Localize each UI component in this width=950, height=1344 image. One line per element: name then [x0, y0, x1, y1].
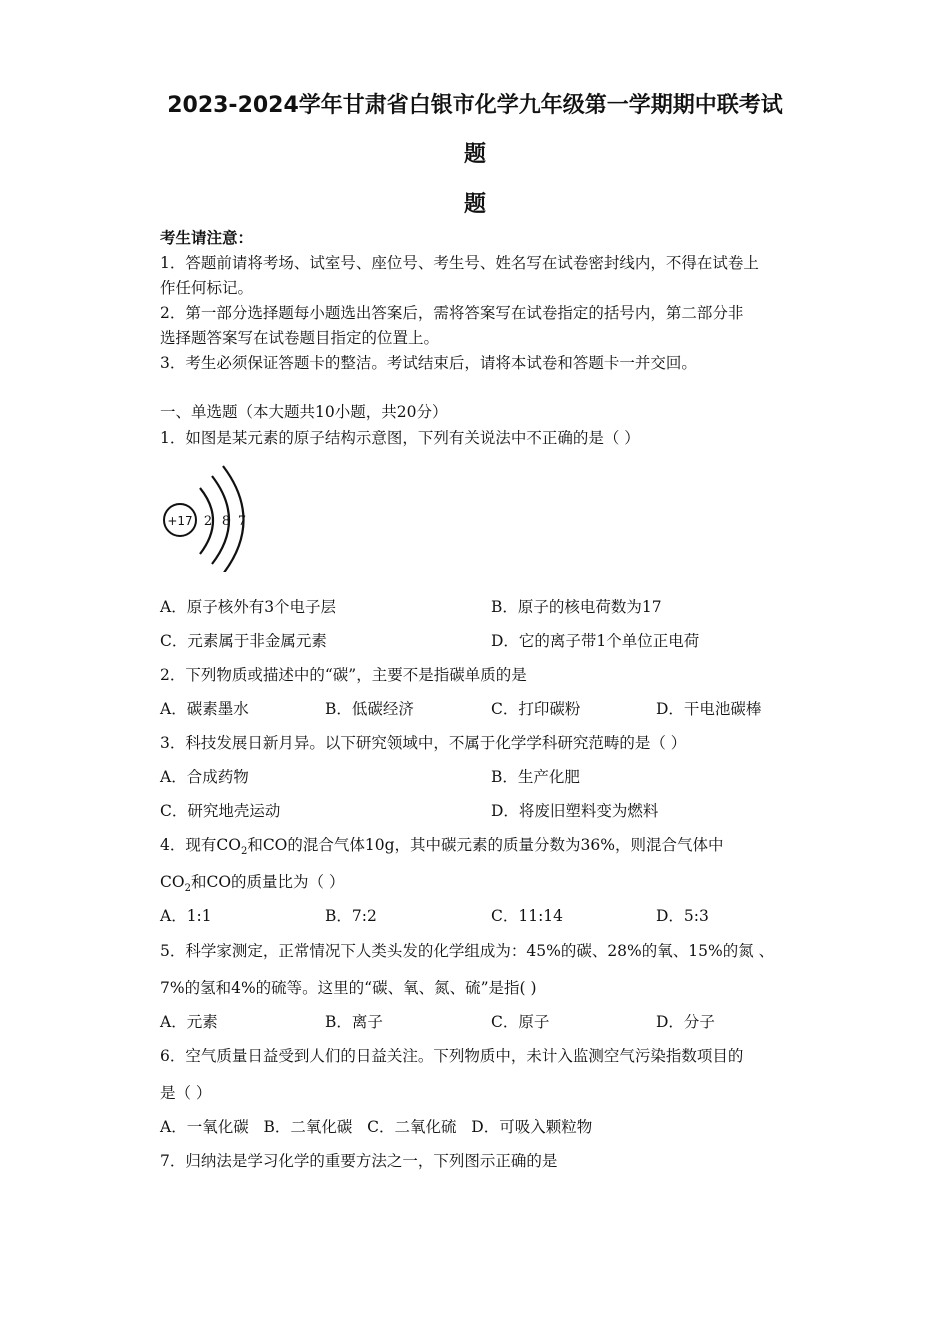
q2-option-b: B．低碳经济	[325, 700, 414, 718]
notice-heading: 考生请注意：	[160, 228, 254, 247]
q5-option-a: A．元素	[160, 1013, 218, 1031]
shell-1-electrons: 2	[203, 514, 213, 529]
notice-item-2b: 选择题答案写在试卷题目指定的位置上。	[160, 329, 440, 347]
nucleus-charge-label: +17	[167, 514, 193, 528]
q3-stem: 3．科技发展日新月异。以下研究领域中，不属于化学学科研究范畴的是（ ）	[160, 734, 687, 752]
q2-stem: 2．下列物质或描述中的“碳”，主要不是指碳单质的是	[160, 666, 527, 684]
q4-stem-line-2	[160, 870, 344, 894]
exam-title-line-1: 2023-2024学年甘肃省白银市化学九年级第一学期期中联考试	[167, 93, 783, 118]
q4-stem-text-1: 4．现有CO	[160, 836, 241, 854]
q4-stem-line-1	[160, 833, 723, 857]
q1-option-d: D．它的离子带1个单位正电荷	[491, 632, 700, 650]
q1-option-c: C．元素属于非金属元素	[160, 632, 327, 650]
q1-option-a: A．原子核外有3个电子层	[160, 598, 337, 616]
section-heading: 一、单选题（本大题共10小题，共20分）	[160, 403, 448, 421]
q4-option-c: C．11:14	[491, 907, 564, 925]
atom-structure-svg	[160, 462, 260, 572]
q4-option-b: B．7:2	[325, 907, 377, 925]
shell-3-electrons: 7	[237, 514, 247, 529]
shell-2-electrons: 8	[221, 514, 231, 529]
q5-option-d: D．分子	[656, 1013, 715, 1031]
notice-item-3: 3．考生必须保证答题卡的整洁。考试结束后，请将本试卷和答题卡一并交回。	[160, 354, 697, 372]
q4-stem-text-2: 和CO的混合气体10g，其中碳元素的质量分数为36%，则混合气体中	[247, 836, 724, 854]
q5-option-b: B．离子	[325, 1013, 383, 1031]
q4-stem-text-3: CO	[160, 873, 185, 891]
q6-options: A．一氧化碳 B．二氧化碳 C．二氧化硫 D．可吸入颗粒物	[160, 1118, 593, 1136]
exam-title-line-2: 题	[463, 142, 486, 167]
q5-option-c: C．原子	[491, 1013, 550, 1031]
q3-option-b: B．生产化肥	[491, 768, 580, 786]
q4-option-d: D．5:3	[656, 907, 709, 925]
notice-item-2a: 2．第一部分选择题每小题选出答案后，需将答案写在试卷指定的括号内，第二部分非	[160, 304, 744, 322]
exam-title-line-3: 题	[463, 192, 486, 217]
q2-option-c: C．打印碳粉	[491, 700, 581, 718]
q4-subscript-1: 2	[240, 846, 248, 858]
q6-stem-line-1: 6．空气质量日益受到人们的日益关注。下列物质中，未计入监测空气污染指数项目的	[160, 1047, 744, 1065]
q2-option-a: A．碳素墨水	[160, 700, 249, 718]
q7-stem: 7．归纳法是学习化学的重要方法之一，下列图示正确的是	[160, 1152, 558, 1170]
q3-option-d: D．将废旧塑料变为燃料	[491, 802, 659, 820]
q1-stem: 1．如图是某元素的原子结构示意图，下列有关说法中不正确的是（ ）	[160, 429, 640, 447]
q5-stem-line-1: 5．科学家测定，正常情况下人类头发的化学组成为：45%的碳、28%的氧、15%的氮 、	[160, 942, 775, 960]
q6-stem-line-2: 是（ ）	[160, 1084, 212, 1102]
notice-item-1a: 1．答题前请将考场、试室号、座位号、考生号、姓名写在试卷密封线内，不得在试卷上	[160, 254, 759, 272]
q4-subscript-2: 2	[184, 883, 191, 895]
atom-structure-diagram	[160, 462, 260, 576]
q3-option-a: A．合成药物	[160, 768, 249, 786]
q1-option-b: B．原子的核电荷数为17	[491, 598, 662, 616]
q3-option-c: C．研究地壳运动	[160, 802, 281, 820]
q4-option-a: A．1:1	[160, 907, 212, 925]
q2-option-d: D．干电池碳棒	[656, 700, 762, 718]
q5-stem-line-2: 7%的氢和4%的硫等。这里的“碳、氧、氮、硫”是指( )	[160, 979, 537, 997]
q4-stem-text-4: 和CO的质量比为（ ）	[190, 873, 345, 891]
notice-item-1b: 作任何标记。	[160, 279, 254, 297]
